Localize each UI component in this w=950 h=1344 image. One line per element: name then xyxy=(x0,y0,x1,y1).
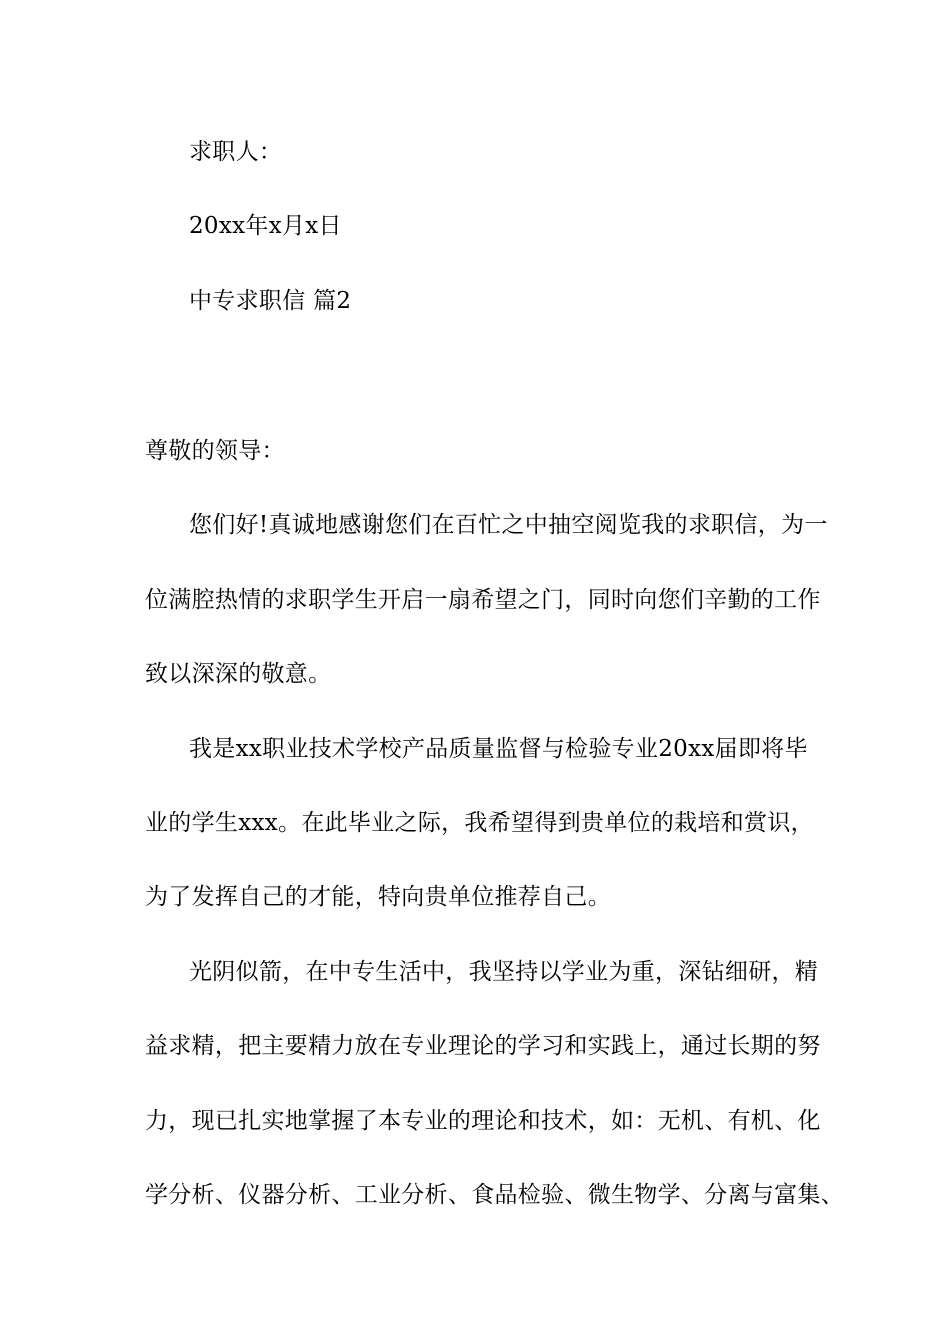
salutation: 尊敬的领导： xyxy=(145,438,285,464)
body-line: 位满腔热情的求职学生开启一扇希望之门，同时向您们辛勤的工作 xyxy=(145,587,821,613)
body-line: 业的学生xxx。在此毕业之际，我希望得到贵单位的栽培和赏识， xyxy=(145,810,814,836)
signature-label: 求职人： xyxy=(189,139,283,165)
body-line: 致以深深的敬意。 xyxy=(145,661,332,687)
body-line: 力，现已扎实地掌握了本专业的理论和技术，如：无机、有机、化 xyxy=(145,1108,821,1134)
body-line: 学分析、仪器分析、工业分析、食品检验、微生物学、分离与富集、 xyxy=(145,1182,844,1208)
body-line: 为了发挥自己的才能，特向贵单位推荐自己。 xyxy=(145,884,611,910)
body-line: 我是xx职业技术学校产品质量监督与检验专业20xx届即将毕 xyxy=(189,736,808,762)
body-line: 您们好!真诚地感谢您们在百忙之中抽空阅览我的求职信，为一 xyxy=(189,512,828,538)
date-line: 20xx年x月x日 xyxy=(189,213,342,239)
body-line: 益求精，把主要精力放在专业理论的学习和实践上，通过长期的努 xyxy=(145,1033,821,1059)
body-line: 光阴似箭，在中专生活中，我坚持以学业为重，深钻细研，精 xyxy=(189,959,819,985)
section-title: 中专求职信 篇2 xyxy=(189,288,352,314)
